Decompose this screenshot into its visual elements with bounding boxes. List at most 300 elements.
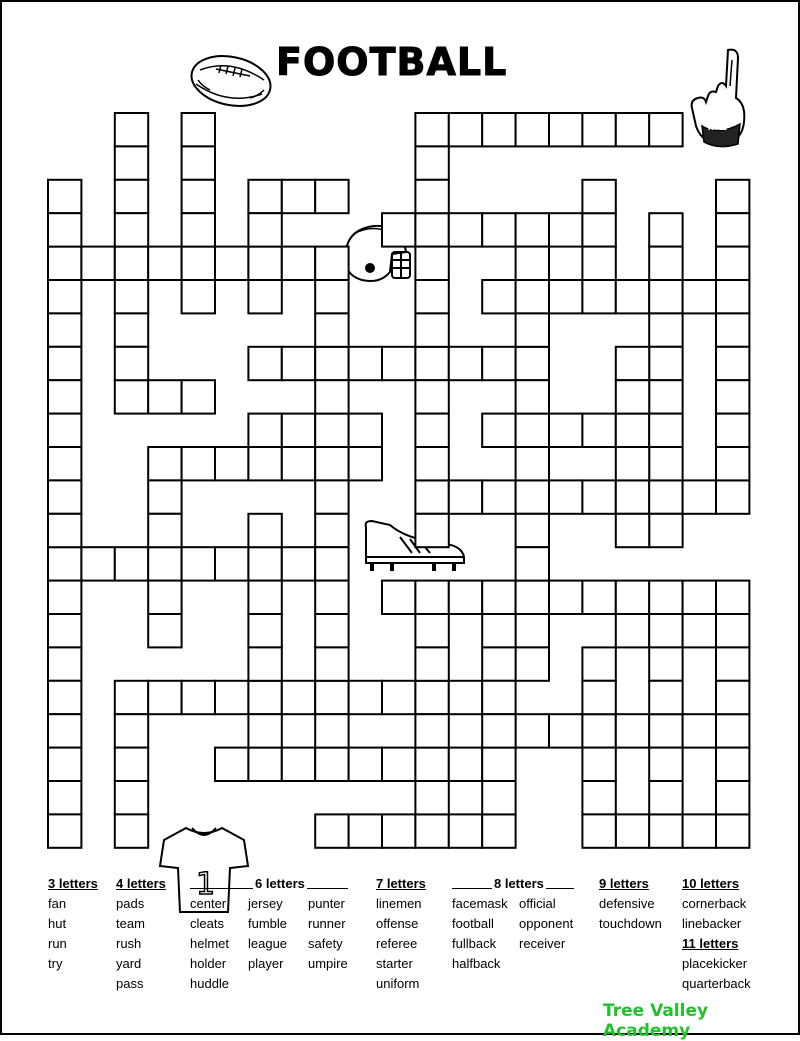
word-safety: safety bbox=[308, 936, 343, 951]
grid-cell[interactable] bbox=[549, 414, 582, 447]
grid-cell[interactable] bbox=[349, 414, 382, 447]
grid-cell[interactable] bbox=[315, 280, 348, 313]
grid-cell[interactable] bbox=[482, 647, 515, 680]
grid-cell[interactable] bbox=[582, 647, 615, 680]
grid-cell[interactable] bbox=[115, 781, 148, 814]
grid-cell[interactable] bbox=[48, 414, 81, 447]
grid-cell[interactable] bbox=[649, 781, 682, 814]
grid-cell[interactable] bbox=[549, 213, 582, 246]
grid-cell[interactable] bbox=[716, 447, 749, 480]
grid-cell[interactable] bbox=[315, 414, 348, 447]
grid-cell[interactable] bbox=[48, 213, 81, 246]
grid-cell[interactable] bbox=[48, 547, 81, 580]
word-yard: yard bbox=[116, 956, 142, 971]
grid-cell[interactable] bbox=[315, 547, 348, 580]
grid-cell[interactable] bbox=[248, 681, 281, 714]
grid-cell[interactable] bbox=[315, 814, 348, 847]
grid-cell[interactable] bbox=[649, 280, 682, 313]
grid-cell[interactable] bbox=[148, 247, 181, 280]
grid-cell[interactable] bbox=[415, 748, 448, 781]
grid-cell[interactable] bbox=[716, 213, 749, 246]
grid-cell[interactable] bbox=[148, 380, 181, 413]
header-10-letters: 10 letters bbox=[682, 876, 740, 891]
grid-cell[interactable] bbox=[248, 647, 281, 680]
word-holder: holder bbox=[190, 956, 227, 971]
grid-cell[interactable] bbox=[716, 480, 749, 513]
grid-cell[interactable] bbox=[516, 313, 549, 346]
grid-cell[interactable] bbox=[482, 781, 515, 814]
grid-cell[interactable] bbox=[649, 414, 682, 447]
grid-cell[interactable] bbox=[182, 180, 215, 213]
grid-cell[interactable] bbox=[649, 581, 682, 614]
grid-cell[interactable] bbox=[81, 547, 114, 580]
grid-cell[interactable] bbox=[349, 447, 382, 480]
word-defensive: defensive bbox=[599, 896, 655, 911]
grid-cell[interactable] bbox=[449, 581, 482, 614]
grid-cell[interactable] bbox=[415, 113, 448, 146]
grid-cell[interactable] bbox=[415, 814, 448, 847]
grid-cell[interactable] bbox=[282, 547, 315, 580]
grid-cell[interactable] bbox=[315, 313, 348, 346]
grid-cell[interactable] bbox=[482, 681, 515, 714]
grid-cell[interactable] bbox=[482, 748, 515, 781]
grid-cell[interactable] bbox=[649, 347, 682, 380]
grid-cell[interactable] bbox=[115, 380, 148, 413]
grid-cell[interactable] bbox=[716, 714, 749, 747]
word-uniform: uniform bbox=[376, 976, 420, 991]
grid-cell[interactable] bbox=[482, 213, 515, 246]
grid-cell[interactable] bbox=[716, 414, 749, 447]
grid-cell[interactable] bbox=[616, 714, 649, 747]
grid-cell[interactable] bbox=[582, 581, 615, 614]
grid-cell[interactable] bbox=[182, 113, 215, 146]
grid-cell[interactable] bbox=[415, 681, 448, 714]
grid-cell[interactable] bbox=[349, 347, 382, 380]
grid-cell[interactable] bbox=[115, 247, 148, 280]
grid-cell[interactable] bbox=[148, 447, 181, 480]
grid-cell[interactable] bbox=[716, 380, 749, 413]
grid-cell[interactable] bbox=[415, 213, 448, 246]
grid-cell[interactable] bbox=[215, 447, 248, 480]
grid-cell[interactable] bbox=[716, 180, 749, 213]
grid-cell[interactable] bbox=[516, 213, 549, 246]
grid-cell[interactable] bbox=[582, 814, 615, 847]
grid-cell[interactable] bbox=[582, 480, 615, 513]
header-8-letters: 8 letters bbox=[494, 876, 544, 891]
grid-cell[interactable] bbox=[683, 614, 716, 647]
grid-cell[interactable] bbox=[48, 247, 81, 280]
grid-cell[interactable] bbox=[649, 213, 682, 246]
grid-cell[interactable] bbox=[315, 748, 348, 781]
grid-cell[interactable] bbox=[516, 614, 549, 647]
grid-cell[interactable] bbox=[716, 313, 749, 346]
grid-cell[interactable] bbox=[148, 581, 181, 614]
grid-cell[interactable] bbox=[482, 480, 515, 513]
grid-cell[interactable] bbox=[148, 614, 181, 647]
grid-cell[interactable] bbox=[516, 514, 549, 547]
grid-cell[interactable] bbox=[415, 347, 448, 380]
grid-cell[interactable] bbox=[415, 614, 448, 647]
grid-cell[interactable] bbox=[482, 714, 515, 747]
word-team: team bbox=[116, 916, 145, 931]
grid-cell[interactable] bbox=[716, 681, 749, 714]
grid-cell[interactable] bbox=[148, 514, 181, 547]
grid-cell[interactable] bbox=[516, 414, 549, 447]
word-fan: fan bbox=[48, 896, 67, 911]
grid-cell[interactable] bbox=[616, 614, 649, 647]
grid-cell[interactable] bbox=[115, 748, 148, 781]
grid-cell[interactable] bbox=[382, 681, 415, 714]
grid-cell[interactable] bbox=[115, 213, 148, 246]
grid-cell[interactable] bbox=[248, 247, 281, 280]
grid-cell[interactable] bbox=[248, 280, 281, 313]
grid-cell[interactable] bbox=[315, 681, 348, 714]
grid-cell[interactable] bbox=[449, 113, 482, 146]
grid-cell[interactable] bbox=[282, 180, 315, 213]
grid-cell[interactable] bbox=[649, 514, 682, 547]
grid-cell[interactable] bbox=[315, 180, 348, 213]
word-huddle: huddle bbox=[190, 976, 230, 991]
grid-cell[interactable] bbox=[148, 681, 181, 714]
word-football: football bbox=[452, 916, 494, 931]
grid-cell[interactable] bbox=[482, 581, 515, 614]
grid-cell[interactable] bbox=[415, 380, 448, 413]
grid-cell[interactable] bbox=[582, 213, 615, 246]
grid-cell[interactable] bbox=[115, 347, 148, 380]
word-offense: offense bbox=[376, 916, 419, 931]
grid-cell[interactable] bbox=[716, 647, 749, 680]
grid-cell[interactable] bbox=[549, 480, 582, 513]
word-fumble: fumble bbox=[248, 916, 288, 931]
word-runner: runner bbox=[308, 916, 346, 931]
grid-cell[interactable] bbox=[649, 380, 682, 413]
grid-cell[interactable] bbox=[48, 514, 81, 547]
grid-cell[interactable] bbox=[182, 280, 215, 313]
grid-cell[interactable] bbox=[115, 180, 148, 213]
grid-cell[interactable] bbox=[616, 447, 649, 480]
grid-cell[interactable] bbox=[449, 347, 482, 380]
grid-cell[interactable] bbox=[248, 547, 281, 580]
grid-cell[interactable] bbox=[382, 347, 415, 380]
grid-cell[interactable] bbox=[516, 380, 549, 413]
grid-cell[interactable] bbox=[516, 581, 549, 614]
grid-cell[interactable] bbox=[616, 814, 649, 847]
word-linebacker: linebacker bbox=[682, 916, 742, 931]
header-4-letters: 4 letters bbox=[116, 876, 166, 891]
header-11-letters: 11 letters bbox=[682, 936, 739, 951]
grid-cell[interactable] bbox=[716, 781, 749, 814]
grid-cell[interactable] bbox=[248, 614, 281, 647]
word-facemask: facemask bbox=[452, 896, 508, 911]
grid-cell[interactable] bbox=[115, 714, 148, 747]
grid-cell[interactable] bbox=[582, 247, 615, 280]
grid-cell[interactable] bbox=[215, 247, 248, 280]
grid-cell[interactable] bbox=[616, 347, 649, 380]
grid-cell[interactable] bbox=[282, 681, 315, 714]
word-run: run bbox=[48, 936, 67, 951]
grid-cell[interactable] bbox=[516, 714, 549, 747]
grid-cell[interactable] bbox=[48, 714, 81, 747]
grid-cell[interactable] bbox=[115, 681, 148, 714]
grid-cell[interactable] bbox=[415, 781, 448, 814]
grid-cell[interactable] bbox=[315, 380, 348, 413]
grid-cell[interactable] bbox=[582, 714, 615, 747]
grid-cell[interactable] bbox=[649, 714, 682, 747]
grid-cell[interactable] bbox=[282, 748, 315, 781]
grid-cell[interactable] bbox=[415, 180, 448, 213]
grid-cell[interactable] bbox=[415, 313, 448, 346]
word-jersey: jersey bbox=[248, 896, 283, 911]
grid-cell[interactable] bbox=[649, 113, 682, 146]
word-halfback: halfback bbox=[452, 956, 501, 971]
grid-cell[interactable] bbox=[449, 814, 482, 847]
grid-cell[interactable] bbox=[182, 681, 215, 714]
grid-cell[interactable] bbox=[282, 347, 315, 380]
grid-cell[interactable] bbox=[482, 414, 515, 447]
grid-cell[interactable] bbox=[315, 347, 348, 380]
grid-cell[interactable] bbox=[282, 414, 315, 447]
grid-cell[interactable] bbox=[716, 247, 749, 280]
grid-cell[interactable] bbox=[48, 748, 81, 781]
grid-cell[interactable] bbox=[48, 814, 81, 847]
header-3-letters: 3 letters bbox=[48, 876, 98, 891]
grid-cell[interactable] bbox=[115, 547, 148, 580]
grid-cell[interactable] bbox=[582, 414, 615, 447]
grid-cell[interactable] bbox=[415, 647, 448, 680]
grid-cell[interactable] bbox=[382, 213, 415, 246]
word-pass: pass bbox=[116, 976, 144, 991]
grid-cell[interactable] bbox=[449, 213, 482, 246]
grid-cell[interactable] bbox=[582, 180, 615, 213]
grid-cell[interactable] bbox=[516, 113, 549, 146]
grid-cell[interactable] bbox=[48, 480, 81, 513]
grid-cell[interactable] bbox=[315, 647, 348, 680]
grid-cell[interactable] bbox=[516, 647, 549, 680]
grid-cell[interactable] bbox=[549, 280, 582, 313]
grid-cell[interactable] bbox=[48, 647, 81, 680]
grid-cell[interactable] bbox=[649, 313, 682, 346]
grid-cell[interactable] bbox=[282, 447, 315, 480]
grid-cell[interactable] bbox=[315, 714, 348, 747]
header-6-letters: 6 letters bbox=[255, 876, 305, 891]
grid-cell[interactable] bbox=[148, 480, 181, 513]
grid-cell[interactable] bbox=[716, 280, 749, 313]
grid-cell[interactable] bbox=[482, 347, 515, 380]
grid-cell[interactable] bbox=[48, 781, 81, 814]
word-cleats: cleats bbox=[190, 916, 224, 931]
grid-cell[interactable] bbox=[248, 213, 281, 246]
grid-cell[interactable] bbox=[516, 447, 549, 480]
grid-cell[interactable] bbox=[649, 681, 682, 714]
grid-cell[interactable] bbox=[582, 781, 615, 814]
grid-cell[interactable] bbox=[716, 614, 749, 647]
grid-cell[interactable] bbox=[349, 814, 382, 847]
grid-cell[interactable] bbox=[315, 447, 348, 480]
grid-cell[interactable] bbox=[649, 614, 682, 647]
grid-cell[interactable] bbox=[48, 614, 81, 647]
grid-cell[interactable] bbox=[482, 113, 515, 146]
grid-cell[interactable] bbox=[616, 280, 649, 313]
grid-cell[interactable] bbox=[315, 480, 348, 513]
word-touchdown: touchdown bbox=[599, 916, 662, 931]
grid-cell[interactable] bbox=[582, 113, 615, 146]
grid-cell[interactable] bbox=[415, 447, 448, 480]
grid-cell[interactable] bbox=[683, 581, 716, 614]
grid-cell[interactable] bbox=[415, 280, 448, 313]
word-hut: hut bbox=[48, 916, 67, 931]
grid-cell[interactable] bbox=[549, 714, 582, 747]
grid-cell[interactable] bbox=[115, 814, 148, 847]
grid-cell[interactable] bbox=[248, 180, 281, 213]
grid-cell[interactable] bbox=[482, 280, 515, 313]
grid-cell[interactable] bbox=[248, 514, 281, 547]
grid-cell[interactable] bbox=[248, 581, 281, 614]
grid-cell[interactable] bbox=[449, 681, 482, 714]
grid-cell[interactable] bbox=[115, 113, 148, 146]
grid-cell[interactable] bbox=[115, 313, 148, 346]
word-try: try bbox=[48, 956, 63, 971]
grid-cell[interactable] bbox=[415, 581, 448, 614]
grid-cell[interactable] bbox=[449, 480, 482, 513]
word-center: center bbox=[190, 896, 227, 911]
grid-cell[interactable] bbox=[649, 480, 682, 513]
grid-cell[interactable] bbox=[48, 681, 81, 714]
grid-cell[interactable] bbox=[716, 814, 749, 847]
grid-cell[interactable] bbox=[182, 447, 215, 480]
puzzle-title: FOOTBALL bbox=[276, 40, 508, 84]
grid-cell[interactable] bbox=[349, 748, 382, 781]
grid-cell[interactable] bbox=[549, 113, 582, 146]
grid-cell[interactable] bbox=[582, 681, 615, 714]
grid-cell[interactable] bbox=[315, 514, 348, 547]
grid-cell[interactable] bbox=[182, 380, 215, 413]
grid-cell[interactable] bbox=[382, 748, 415, 781]
grid-cell[interactable] bbox=[649, 247, 682, 280]
word-referee: referee bbox=[376, 936, 418, 951]
grid-cell[interactable] bbox=[649, 447, 682, 480]
grid-cell[interactable] bbox=[215, 681, 248, 714]
grid-cell[interactable] bbox=[382, 581, 415, 614]
grid-cell[interactable] bbox=[415, 714, 448, 747]
grid-cell[interactable] bbox=[516, 480, 549, 513]
grid-cell[interactable] bbox=[48, 180, 81, 213]
grid-cell[interactable] bbox=[516, 347, 549, 380]
grid-cell[interactable] bbox=[549, 581, 582, 614]
grid-cell[interactable] bbox=[182, 547, 215, 580]
grid-cell[interactable] bbox=[48, 447, 81, 480]
foam-finger-label: #1 bbox=[706, 118, 728, 134]
grid-cell[interactable] bbox=[616, 480, 649, 513]
grid-cell[interactable] bbox=[683, 280, 716, 313]
grid-cell[interactable] bbox=[516, 547, 549, 580]
word-fullback: fullback bbox=[452, 936, 497, 951]
grid-cell[interactable] bbox=[415, 247, 448, 280]
grid-cell[interactable] bbox=[248, 748, 281, 781]
grid-cell[interactable] bbox=[182, 146, 215, 179]
word-punter: punter bbox=[308, 896, 345, 911]
header-9-letters: 9 letters bbox=[599, 876, 649, 891]
grid-cell[interactable] bbox=[315, 247, 348, 280]
grid-cell[interactable] bbox=[616, 581, 649, 614]
word-umpire: umpire bbox=[308, 956, 348, 971]
grid-cell[interactable] bbox=[282, 247, 315, 280]
brand-name: Tree Valley Academy bbox=[603, 1001, 709, 1041]
grid-cell[interactable] bbox=[81, 247, 114, 280]
grid-cell[interactable] bbox=[649, 748, 682, 781]
grid-cell[interactable] bbox=[683, 480, 716, 513]
grid-cell[interactable] bbox=[182, 247, 215, 280]
grid-cell[interactable] bbox=[48, 347, 81, 380]
grid-cell[interactable] bbox=[248, 414, 281, 447]
grid-cell[interactable] bbox=[616, 113, 649, 146]
grid-cell[interactable] bbox=[616, 414, 649, 447]
grid-cell[interactable] bbox=[148, 547, 181, 580]
grid-cell[interactable] bbox=[315, 581, 348, 614]
grid-cell[interactable] bbox=[516, 280, 549, 313]
word-league: league bbox=[248, 936, 288, 951]
grid-cell[interactable] bbox=[48, 280, 81, 313]
grid-cell[interactable] bbox=[248, 347, 281, 380]
grid-cell[interactable] bbox=[48, 313, 81, 346]
grid-cell[interactable] bbox=[482, 614, 515, 647]
grid-cell[interactable] bbox=[482, 814, 515, 847]
grid-cell[interactable] bbox=[415, 514, 448, 547]
word-placekicker: placekicker bbox=[682, 956, 748, 971]
grid-cell[interactable] bbox=[616, 380, 649, 413]
word-official: official bbox=[519, 896, 556, 911]
grid-cell[interactable] bbox=[616, 514, 649, 547]
grid-cell[interactable] bbox=[716, 581, 749, 614]
grid-cell[interactable] bbox=[649, 647, 682, 680]
grid-cell[interactable] bbox=[48, 380, 81, 413]
grid-cell[interactable] bbox=[683, 814, 716, 847]
word-rush: rush bbox=[116, 936, 142, 951]
jersey-number: 1 bbox=[196, 867, 216, 902]
grid-cell[interactable] bbox=[415, 480, 448, 513]
word-receiver: receiver bbox=[519, 936, 566, 951]
grid-cell[interactable] bbox=[115, 280, 148, 313]
grid-cell[interactable] bbox=[716, 748, 749, 781]
grid-cell[interactable] bbox=[716, 347, 749, 380]
grid-cell[interactable] bbox=[683, 714, 716, 747]
grid-cell[interactable] bbox=[649, 814, 682, 847]
grid-cell[interactable] bbox=[516, 247, 549, 280]
word-opponent: opponent bbox=[519, 916, 574, 931]
word-player: player bbox=[248, 956, 284, 971]
grid-cell[interactable] bbox=[248, 447, 281, 480]
grid-cell[interactable] bbox=[582, 280, 615, 313]
word-pads: pads bbox=[116, 896, 145, 911]
word-starter: starter bbox=[376, 956, 413, 971]
grid-cell[interactable] bbox=[248, 714, 281, 747]
grid-cell[interactable] bbox=[415, 146, 448, 179]
word-helmet: helmet bbox=[190, 936, 230, 951]
word-quarterback: quarterback bbox=[682, 976, 751, 991]
grid-cell[interactable] bbox=[215, 547, 248, 580]
grid-cell[interactable] bbox=[48, 581, 81, 614]
word-linemen: linemen bbox=[376, 896, 422, 911]
grid-cell[interactable] bbox=[449, 748, 482, 781]
grid-cell[interactable] bbox=[349, 681, 382, 714]
grid-cell[interactable] bbox=[115, 146, 148, 179]
grid-cell[interactable] bbox=[382, 814, 415, 847]
header-7-letters: 7 letters bbox=[376, 876, 426, 891]
grid-cell[interactable] bbox=[215, 748, 248, 781]
grid-cell[interactable] bbox=[182, 213, 215, 246]
grid-cell[interactable] bbox=[582, 748, 615, 781]
grid-cell[interactable] bbox=[315, 614, 348, 647]
grid-cell[interactable] bbox=[415, 414, 448, 447]
